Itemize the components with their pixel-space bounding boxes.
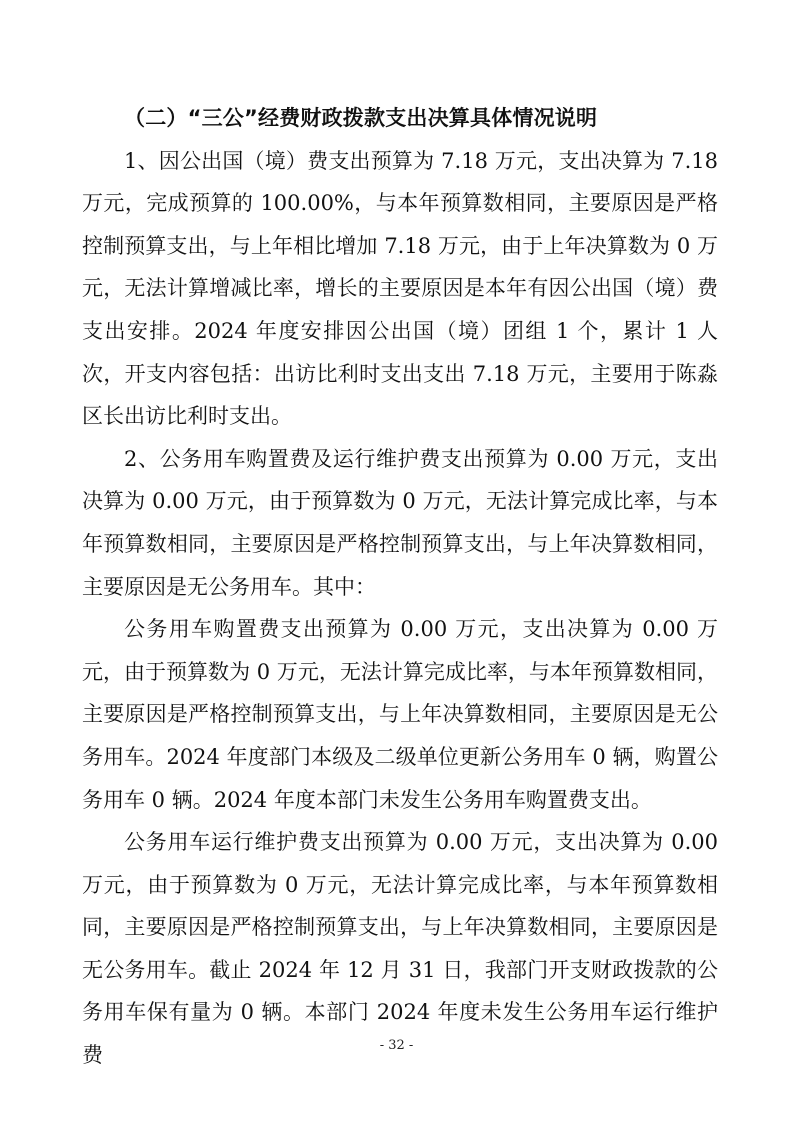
section-heading: （二）“三公”经费财政拨款支出决算具体情况说明: [124, 106, 598, 130]
paragraph-vehicle-operation: 公务用车运行维护费支出预算为 0.00 万元，支出决算为 0.00 万元，由于预算数为 0 万元，无法计算完成比率，与本年预算数相同，主要原因是严格控制预算支出，与上年决算数相同，主要原因是无公务用车。截止 2024 年 12 月 31 日，我部门开支财政拨款的公务用车保有量为 0 辆。本部门 2024 年度未发生公务用车运行维护费: [82, 830, 718, 1068]
paragraph-vehicle-total: 2、公务用车购置费及运行维护费支出预算为 0.00 万元，支出决算为 0.00 万元，由于预算数为 0 万元，无法计算完成比率，与本年预算数相同，主要原因是严格控制预算支出，与上年决算数相同，主要原因是无公务用车。其中：: [82, 446, 718, 599]
paragraph-travel-abroad: 1、因公出国（境）费支出预算为 7.18 万元，支出决算为 7.18 万元，完成预算的 100.00%，与本年预算数相同，主要原因是严格控制预算支出，与上年相比增加 7.18 万元，由于上年决算数为 0 万元，无法计算增减比率，增长的主要原因是本年有因公出国（境）费支出安排。2024 年度安排因公出国（境）团组 1 个，累计 1 人次，开支内容包括：出访比利时支出支出 7.18 万元，主要用于陈淼区长出访比利时支出。: [82, 148, 718, 429]
paragraph-vehicle-purchase: 公务用车购置费支出预算为 0.00 万元，支出决算为 0.00 万元，由于预算数为 0 万元，无法计算完成比率，与本年预算数相同，主要原因是严格控制预算支出，与上年决算数相同，主要原因是无公务用车。2024 年度部门本级及二级单位更新公务用车 0 辆，购置公务用车 0 辆。2024 年度本部门未发生公务用车购置费支出。: [82, 617, 718, 812]
document-body: [82, 97, 718, 1077]
page-number: - 32 -: [379, 1038, 414, 1053]
